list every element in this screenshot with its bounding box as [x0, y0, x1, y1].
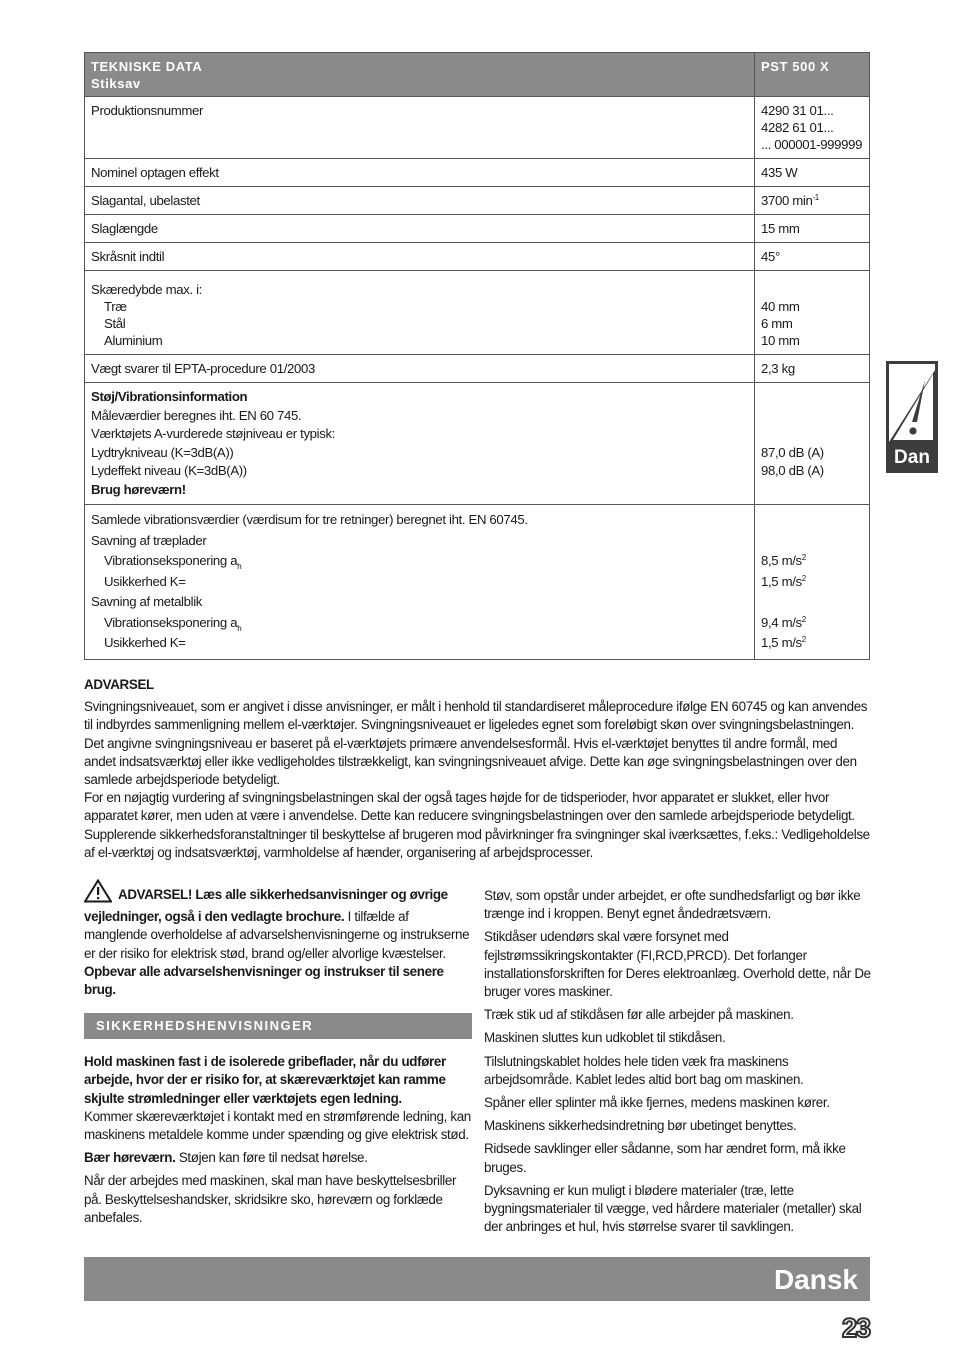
depth-item-value: 6 mm	[761, 316, 793, 331]
table-row	[85, 355, 870, 383]
exclamation-warning-icon	[889, 364, 935, 442]
table-row	[85, 243, 870, 271]
noise-values	[755, 383, 870, 505]
hearing-protection-text: Støjen kan føre til nedsat hørelse.	[175, 1150, 368, 1166]
depth-item-label: Stål	[104, 316, 126, 331]
depth-values	[755, 271, 870, 355]
noise-power-label: Lydeffekt niveau (K=3dB(A))	[91, 463, 247, 478]
vibration-uncertainty-label: Usikkerhed K=	[104, 635, 186, 650]
safety-item: Maskinens sikkerhedsindretning bør ubetinget benyttes.	[484, 1118, 797, 1134]
strokes-value: 3700 min	[761, 193, 813, 208]
table-row	[85, 159, 870, 187]
table-row	[85, 505, 870, 660]
protective-gear-paragraph: Når der arbejdes med maskinen, skal man have beskyttelsesbriller på. Beskyttelseshandsker, skridsikre sko, høreværn og forklæde anbefales.	[84, 1173, 457, 1225]
footer-language: Dansk	[773, 1264, 858, 1295]
table-row	[85, 271, 870, 355]
footer-language-bar	[84, 1257, 870, 1301]
production-label: Produktionsnummer	[85, 97, 755, 159]
noise-labels	[85, 383, 755, 505]
hold-machine-bold: Hold maskinen fast i de isolerede gribeflader, når du udfører arbejde, hvor der er risiko for, at skæreværktøjet kan ramme skjulte strømledninger eller værktøjets egen ledning.	[84, 1054, 446, 1106]
left-column	[84, 879, 472, 1232]
page-number: 23	[841, 1313, 870, 1343]
warning-title: ADVARSEL	[84, 677, 154, 692]
table-model: PST 500 X	[755, 53, 870, 97]
language-side-tab	[886, 361, 938, 473]
vibration-metal-title: Savning af metalblik	[91, 594, 203, 609]
power-value: 435 W	[755, 159, 870, 187]
stroke-length-label: Slaglængde	[85, 215, 755, 243]
hearing-protection-bold: Bær høreværn.	[84, 1150, 176, 1166]
vibration-exposure-label: Vibrationseksponering $a_h$	[104, 614, 242, 633]
depth-item-value: 10 mm	[761, 333, 800, 348]
safety-item: Stikdåser udendørs skal være forsynet med fejlstrømssikringskontakter (FI,RCD,PRCD). Det forlanger installationsforskriften for Deres elektroanlæg. Overhold dette, når De bruger vores maskiner.	[484, 929, 871, 1000]
noise-power-value: 98,0 dB (A)	[761, 463, 824, 478]
vibration-labels	[85, 505, 755, 660]
depth-labels	[85, 271, 755, 355]
table-header-title-cell	[85, 53, 755, 97]
production-value: 4290 31 01...	[761, 103, 834, 118]
safety-item: Støv, som opstår under arbejdet, er ofte sundhedsfarligt og bør ikke trænge ind i kroppen. Benyt egnet åndedrætsværn.	[484, 888, 861, 922]
bevel-value: 45°	[755, 243, 870, 271]
safety-item: Tilslutningskablet holdes hele tiden væk fra maskinens arbejdsområde. Kablet ledes altid bort bag om maskinen.	[484, 1053, 804, 1087]
warning-triangle-icon	[84, 879, 112, 908]
table-row	[85, 215, 870, 243]
production-value: ... 000001-999999	[761, 137, 863, 152]
vibration-wood-uncertainty: 1,5 $m/s^2$	[761, 573, 806, 589]
noise-title: Støj/Vibrationsinformation	[91, 389, 248, 404]
noise-line: Værktøjets A-vurderede støjniveau er typisk:	[91, 426, 336, 441]
production-value: 4282 61 01...	[761, 120, 834, 135]
depth-item-value: 40 mm	[761, 299, 800, 314]
side-tab-language: Dan	[894, 447, 930, 468]
stroke-length-value: 15 mm	[755, 215, 870, 243]
noise-pressure-label: Lydtrykniveau (K=3dB(A))	[91, 444, 234, 460]
safety-warning-text: I tilfælde af manglende overholdelse af advarselshenvisningerne og instrukserne er der risiko for elektrisk stød, brand og/eller alvorlige kvæstelser.	[84, 909, 470, 961]
vibration-metal-exposure: 9,4 $m/s^2$	[761, 614, 806, 630]
table-header-row	[85, 53, 870, 97]
depth-label: Skæredybde max. i:	[91, 282, 202, 297]
noise-pressure-value: 87,0 dB (A)	[761, 444, 824, 460]
power-label: Nominel optagen effekt	[85, 159, 755, 187]
safety-item: Ridsede savklinger eller sådanne, som har ændret form, må ikke bruges.	[484, 1141, 846, 1175]
vibration-warning-section	[84, 676, 872, 862]
vibration-exposure-label: Vibrationseksponering $a_h$	[104, 553, 242, 571]
technical-data-table	[84, 52, 870, 660]
strokes-exponent: -1	[812, 193, 819, 202]
weight-label: Vægt svarer til EPTA-procedure 01/2003	[85, 355, 755, 383]
vibration-wood-exposure: 8,5 $m/s^2$	[761, 553, 806, 568]
safety-item: Træk stik ud af stikdåsen før alle arbejder på maskinen.	[484, 1007, 794, 1023]
table-row	[85, 187, 870, 215]
hearing-protection-paragraph	[84, 1149, 472, 1167]
vibration-metal-uncertainty: 1,5 $m/s^2$	[761, 635, 806, 650]
table-title: TEKNISKE DATA	[91, 59, 203, 74]
weight-value: 2,3 kg	[755, 355, 870, 383]
warning-paragraph: Svingningsniveauet, som er angivet i disse anvisninger, er målt i henhold til standardiseret måleprocedure ifølge EN 60745 og kan anvendes til indbyrdes sammenligning mellem el-værktøjer. Svingningsniveauet er ligeledes egnet som foreløbigt skøn over svingningsbelastningen. Det angivne svingningsniveau er baseret på el-værktøjets primære anvendelsesformål. Hvis el-værktøjet benyttes til andre formål, med andet indsatsværktøj eller ikke vedligeholdes tilstrækkeligt, kan svingningsniveauet afvige. Dette kan øge svingningsbelastningen over den samlede arbejdsperiode betydeligt.	[84, 699, 868, 788]
safety-item: Spåner eller splinter må ikke fjernes, medens maskinen kører.	[484, 1095, 830, 1111]
keep-instructions-text: Opbevar alle advarselshenvisninger og instrukser til senere brug.	[84, 963, 444, 998]
noise-line: Måleværdier beregnes iht. EN 60 745.	[91, 407, 302, 423]
table-row	[85, 383, 870, 505]
vibration-intro: Samlede vibrationsværdier (værdisum for tre retninger) beregnet iht. EN 60745.	[91, 512, 528, 527]
production-values	[755, 97, 870, 159]
hold-machine-paragraph	[84, 1053, 472, 1144]
strokes-cell	[755, 187, 870, 215]
strokes-label: Slagantal, ubelastet	[85, 187, 755, 215]
section-heading-bar: SIKKERHEDSHENVISNINGER	[84, 1013, 472, 1039]
safety-item: Dyksavning er kun muligt i blødere materialer (træ, lette bygningsmaterialer til vægge, ved hårdere materialer (metaller) skal der anbringes et hul, hvis størrelse svarer til savklingen.	[484, 1182, 862, 1235]
safety-item: Maskinen sluttes kun udkoblet til stikdåsen.	[484, 1030, 726, 1046]
vibration-uncertainty-label: Usikkerhed K=	[104, 573, 186, 589]
hold-machine-text: Kommer skæreværktøjet i kontakt med en strømførende ledning, kan maskinens metaldele komme under spænding og give elektrisk stød.	[84, 1108, 471, 1143]
bevel-label: Skråsnit indtil	[85, 243, 755, 271]
depth-item-label: Træ	[104, 299, 127, 314]
warning-paragraph: Supplerende sikkerhedsforanstaltninger til beskyttelse af brugeren mod påvirkninger fra svingninger skal iværksættes, f.eks.: Vedligeholdelse af el-værktøj og indsatsværktøj, varmholdelse af hænder, organisering af arbejdsprocesser.	[84, 826, 870, 860]
warning-paragraph: For en nøjagtig vurdering af svingningsbelastningen skal der også tages højde for de tidsperioder, hvor apparatet er slukket, eller hvor apparatet kører, men uden at være i anvendelse. Dette kan reducere svingningsbelastningen over den samlede arbejdsperiode betydeligt.	[84, 790, 855, 824]
right-column	[484, 887, 872, 1241]
table-row	[85, 97, 870, 159]
noise-warning: Brug høreværn!	[91, 481, 186, 497]
safety-warning-paragraph	[84, 879, 472, 999]
table-subtitle: Stiksav	[91, 76, 141, 91]
depth-item-label: Aluminium	[104, 333, 163, 348]
vibration-wood-title: Savning af træplader	[91, 532, 207, 548]
vibration-values	[755, 505, 870, 660]
safety-warning-bold: ADVARSEL! Læs alle sikkerhedsanvisninger og øvrige vejledninger, også i den vedlagte brochure.	[84, 887, 448, 925]
